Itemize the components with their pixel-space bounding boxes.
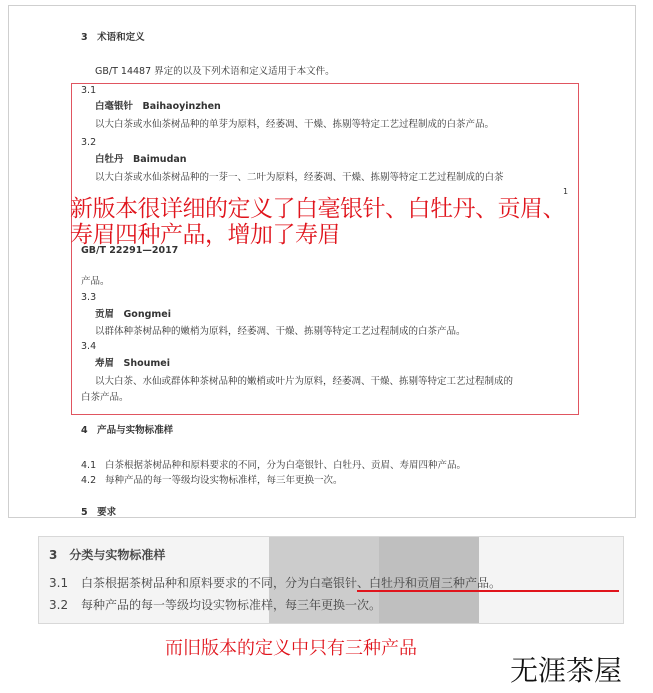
term-definition: 以大白茶、水仙或群体种茶树品种的嫩梢或叶片为原料，经萎凋、干燥、拣剔等特定工艺过程制成的 <box>95 376 514 387</box>
term-name: 寿眉 Shoumei <box>95 358 170 369</box>
term-name: 白毫银针 Baihaoyinzhen <box>95 101 221 112</box>
old-section-title: 3 分类与实物标准样 <box>49 548 166 562</box>
section3-title: 3 术语和定义 <box>81 32 145 43</box>
caption: 而旧版本的定义中只有三种产品 <box>165 638 417 659</box>
new-standard-page <box>8 5 636 518</box>
term-number: 3.1 <box>81 85 97 96</box>
old-item-text: 每种产品的每一等级均设实物标准样，每三年更换一次。 <box>81 598 382 612</box>
old-standard-snippet <box>38 536 624 624</box>
continued-text: 产品。 <box>81 276 110 287</box>
term-definition: 以大白茶或水仙茶树品种的一芽一、二叶为原料，经萎凋、干燥、拣剔等特定工艺过程制成的白茶 <box>95 172 504 183</box>
page-number: 1 <box>563 187 569 196</box>
old-item-text: 白茶根据茶树品种和原料要求的不同，分为白毫银针、白牡丹和贡眉三种产品。 <box>81 576 502 590</box>
item-text: 白茶根据茶树品种和原料要求的不同，分为白毫银针、白牡丹、贡眉、寿眉四种产品。 <box>105 460 467 471</box>
section5-title: 5 要求 <box>81 507 117 518</box>
item-text: 每种产品的每一等级均设实物标准样，每三年更换一次。 <box>105 475 343 486</box>
annotation-line-1: 新版本很详细的定义了白毫银针、白牡丹、贡眉、 <box>70 196 565 222</box>
term-definition: 以大白茶或水仙茶树品种的单芽为原料，经萎凋、干燥、拣剔等特定工艺过程制成的白茶产品。 <box>95 119 495 130</box>
term-definition-cont: 白茶产品。 <box>81 392 129 403</box>
term-number: 3.4 <box>81 341 97 352</box>
old-item-number: 3.1 <box>49 576 69 590</box>
section4-title: 4 产品与实物标准样 <box>81 425 174 436</box>
page-header: GB/T 22291—2017 <box>81 245 179 256</box>
term-number: 3.3 <box>81 292 97 303</box>
term-number: 3.2 <box>81 137 97 148</box>
item-number: 4.2 <box>81 475 97 486</box>
brand-watermark: 无涯茶屋 <box>510 654 623 687</box>
old-item-number: 3.2 <box>49 598 69 612</box>
red-underline <box>357 590 619 592</box>
annotation-line-2: 寿眉四种产品，增加了寿眉 <box>70 222 340 248</box>
term-definition: 以群体种茶树品种的嫩梢为原料，经萎凋、干燥、拣剔等特定工艺过程制成的白茶产品。 <box>95 326 466 337</box>
highlight-box <box>71 83 579 415</box>
section3-intro: GB/T 14487 界定的以及下列术语和定义适用于本文件。 <box>95 66 335 77</box>
item-number: 4.1 <box>81 460 97 471</box>
term-name: 贡眉 Gongmei <box>95 309 171 320</box>
term-name: 白牡丹 Baimudan <box>95 154 187 165</box>
